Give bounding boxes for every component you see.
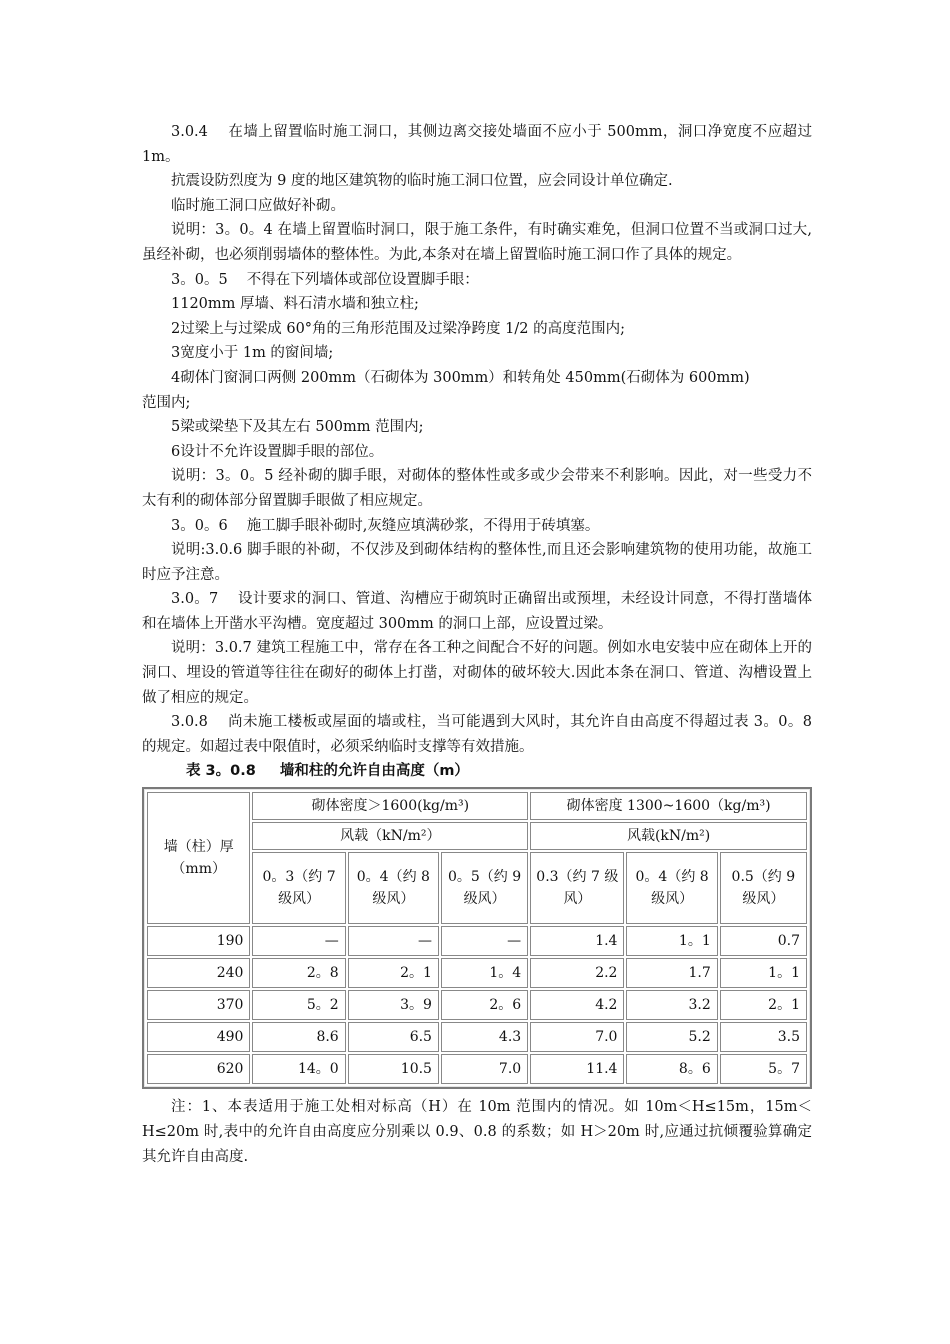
para-3-0-7: 3.0。7 设计要求的洞口、管道、沟槽应于砌筑时正确留出或预埋，未经设计同意，不得打凿墙体和在墙体上开凿水平沟槽。宽度超过 300mm 的洞口上部，应设置过梁。 xyxy=(142,591,812,632)
table-cell: 2。1 xyxy=(720,990,807,1020)
table-cell: 2。6 xyxy=(441,990,528,1020)
table-cell: 1.7 xyxy=(626,958,717,988)
wind-col-header: 0。3（约 7 级风） xyxy=(252,852,345,924)
para-note-3-0-6: 说明:3.0.6 脚手眼的补砌，不仅涉及到砌体结构的整体性,而且还会影响建筑物的使用功能，故施工时应予注意。 xyxy=(142,542,812,583)
table-cell: — xyxy=(348,926,439,956)
list-item: 6设计不允许设置脚手眼的部位。 xyxy=(171,443,384,460)
table-cell: 5。2 xyxy=(252,990,345,1020)
table-cell: — xyxy=(252,926,345,956)
table-cell: 4.2 xyxy=(530,990,624,1020)
height-table xyxy=(145,790,809,1086)
list-item: 1120mm 厚墙、料石清水墙和独立柱; xyxy=(171,296,419,313)
wind-load-header-1: 风载（kN/m²） xyxy=(252,822,528,850)
para-3-0-4: 3.0.4 在墙上留置临时施工洞口，其侧边离交接处墙面不应小于 500mm，洞口净宽度不应超过 1m。 xyxy=(142,124,812,165)
list-item: 4砌体门窗洞口两侧 200mm（石砌体为 300mm）和转角处 450mm(石砌体为 600mm) xyxy=(171,369,750,386)
table-cell: 8.6 xyxy=(252,1022,345,1052)
wind-col-header: 0.5（约 9 级风） xyxy=(720,852,807,924)
document-page xyxy=(142,120,812,1169)
table-cell: 2.2 xyxy=(530,958,624,988)
cell-thickness: 190 xyxy=(147,926,250,956)
para-note-3-0-5: 说明：3。0。5 经补砌的脚手眼，对砌体的整体性或多或少会带来不利影响。因此，对一些受力不太有利的砌体部分留置脚手眼做了相应规定。 xyxy=(142,468,812,509)
table-row xyxy=(147,958,807,988)
table-cell: 6.5 xyxy=(348,1022,439,1052)
table-cell: 3.2 xyxy=(626,990,717,1020)
table-row xyxy=(147,990,807,1020)
table-cell: 1。1 xyxy=(626,926,717,956)
table-cell: 1。4 xyxy=(441,958,528,988)
cell-thickness: 490 xyxy=(147,1022,250,1052)
list-item-continuation: 范围内; xyxy=(142,394,191,411)
list-item: 2过梁上与过梁成 60°角的三角形范围及过梁净跨度 1/2 的高度范围内; xyxy=(171,320,625,337)
table-cell: 2。1 xyxy=(348,958,439,988)
table-cell: 8。6 xyxy=(626,1054,717,1084)
table-cell: 14。0 xyxy=(252,1054,345,1084)
table-cell: 11.4 xyxy=(530,1054,624,1084)
table-cell: 0.7 xyxy=(720,926,807,956)
table-cell: 1.4 xyxy=(530,926,624,956)
table-row xyxy=(147,1054,807,1084)
table-cell: — xyxy=(441,926,528,956)
wind-col-header: 0.3（约 7 级风） xyxy=(530,852,624,924)
table-cell: 5。7 xyxy=(720,1054,807,1084)
group-header-1: 砌体密度＞1600(kg/m³) xyxy=(252,792,528,820)
para-seismic: 抗震设防烈度为 9 度的地区建筑物的临时施工洞口位置，应会同设计单位确定. xyxy=(171,173,673,190)
group-header-2: 砌体密度 1300~1600（kg/m³) xyxy=(530,792,807,820)
table-cell: 4.3 xyxy=(441,1022,528,1052)
wind-load-header-2: 风载(kN/m²) xyxy=(530,822,807,850)
wind-col-header: 0。4（约 8 级风） xyxy=(348,852,439,924)
cell-thickness: 370 xyxy=(147,990,250,1020)
cell-thickness: 240 xyxy=(147,958,250,988)
table-cell: 3.5 xyxy=(720,1022,807,1052)
para-note-3-0-7: 说明：3.0.7 建筑工程施工中，常存在各工种之间配合不好的问题。例如水电安装中应在砌体上开的洞口、埋设的管道等往往在砌好的砌体上打凿，对砌体的破坏较大.因此本条在洞口、管道、沟槽设置上做了相应的规定。 xyxy=(142,640,812,706)
wind-col-header: 0。4（约 8 级风） xyxy=(626,852,717,924)
table-row xyxy=(147,926,807,956)
table-cell: 7.0 xyxy=(441,1054,528,1084)
row-header-cell: 墙（柱）厚（mm） xyxy=(147,792,250,924)
table-cell: 1。1 xyxy=(720,958,807,988)
para-3-0-8: 3.0.8 尚未施工楼板或屋面的墙或柱，当可能遇到大风时，其允许自由高度不得超过表 3。0。8 的规定。如超过表中限值时，必须采纳临时支撑等有效措施。 xyxy=(142,714,812,755)
table-row xyxy=(147,1022,807,1052)
table-cell: 5.2 xyxy=(626,1022,717,1052)
table-caption: 表 3。0.8 墙和柱的允许自由高度（m） xyxy=(186,763,469,780)
table-frame xyxy=(142,787,812,1089)
para-3-0-6: 3。0。6 施工脚手眼补砌时,灰缝应填满砂浆，不得用于砖填塞。 xyxy=(171,517,600,534)
wind-col-header: 0。5（约 9 级风） xyxy=(441,852,528,924)
cell-thickness: 620 xyxy=(147,1054,250,1084)
para-3-0-5: 3。0。5 不得在下列墙体或部位设置脚手眼： xyxy=(171,271,479,288)
table-cell: 7.0 xyxy=(530,1022,624,1052)
table-cell: 2。8 xyxy=(252,958,345,988)
para-repair: 临时施工洞口应做好补砌。 xyxy=(171,197,345,214)
table-cell: 3。9 xyxy=(348,990,439,1020)
table-note: 注：1、本表适用于施工处相对标高（H）在 10m 范围内的情况。如 10m＜H≤15m，15m＜H≤20m 时,表中的允许自由高度应分别乘以 0.9、0.8 的系数；如 H＞20m 时,应通过抗倾覆验算确定其允许自由高度. xyxy=(142,1099,812,1165)
table-cell: 10.5 xyxy=(348,1054,439,1084)
list-item: 5梁或梁垫下及其左右 500mm 范围内; xyxy=(171,419,424,436)
para-note-3-0-4: 说明：3。0。4 在墙上留置临时洞口，限于施工条件，有时确实难免，但洞口位置不当或洞口过大,虽经补砌，也必须削弱墙体的整体性。为此,本条对在墙上留置临时施工洞口作了具体的规定。 xyxy=(142,222,812,263)
list-item: 3宽度小于 1m 的窗间墙; xyxy=(171,345,334,362)
